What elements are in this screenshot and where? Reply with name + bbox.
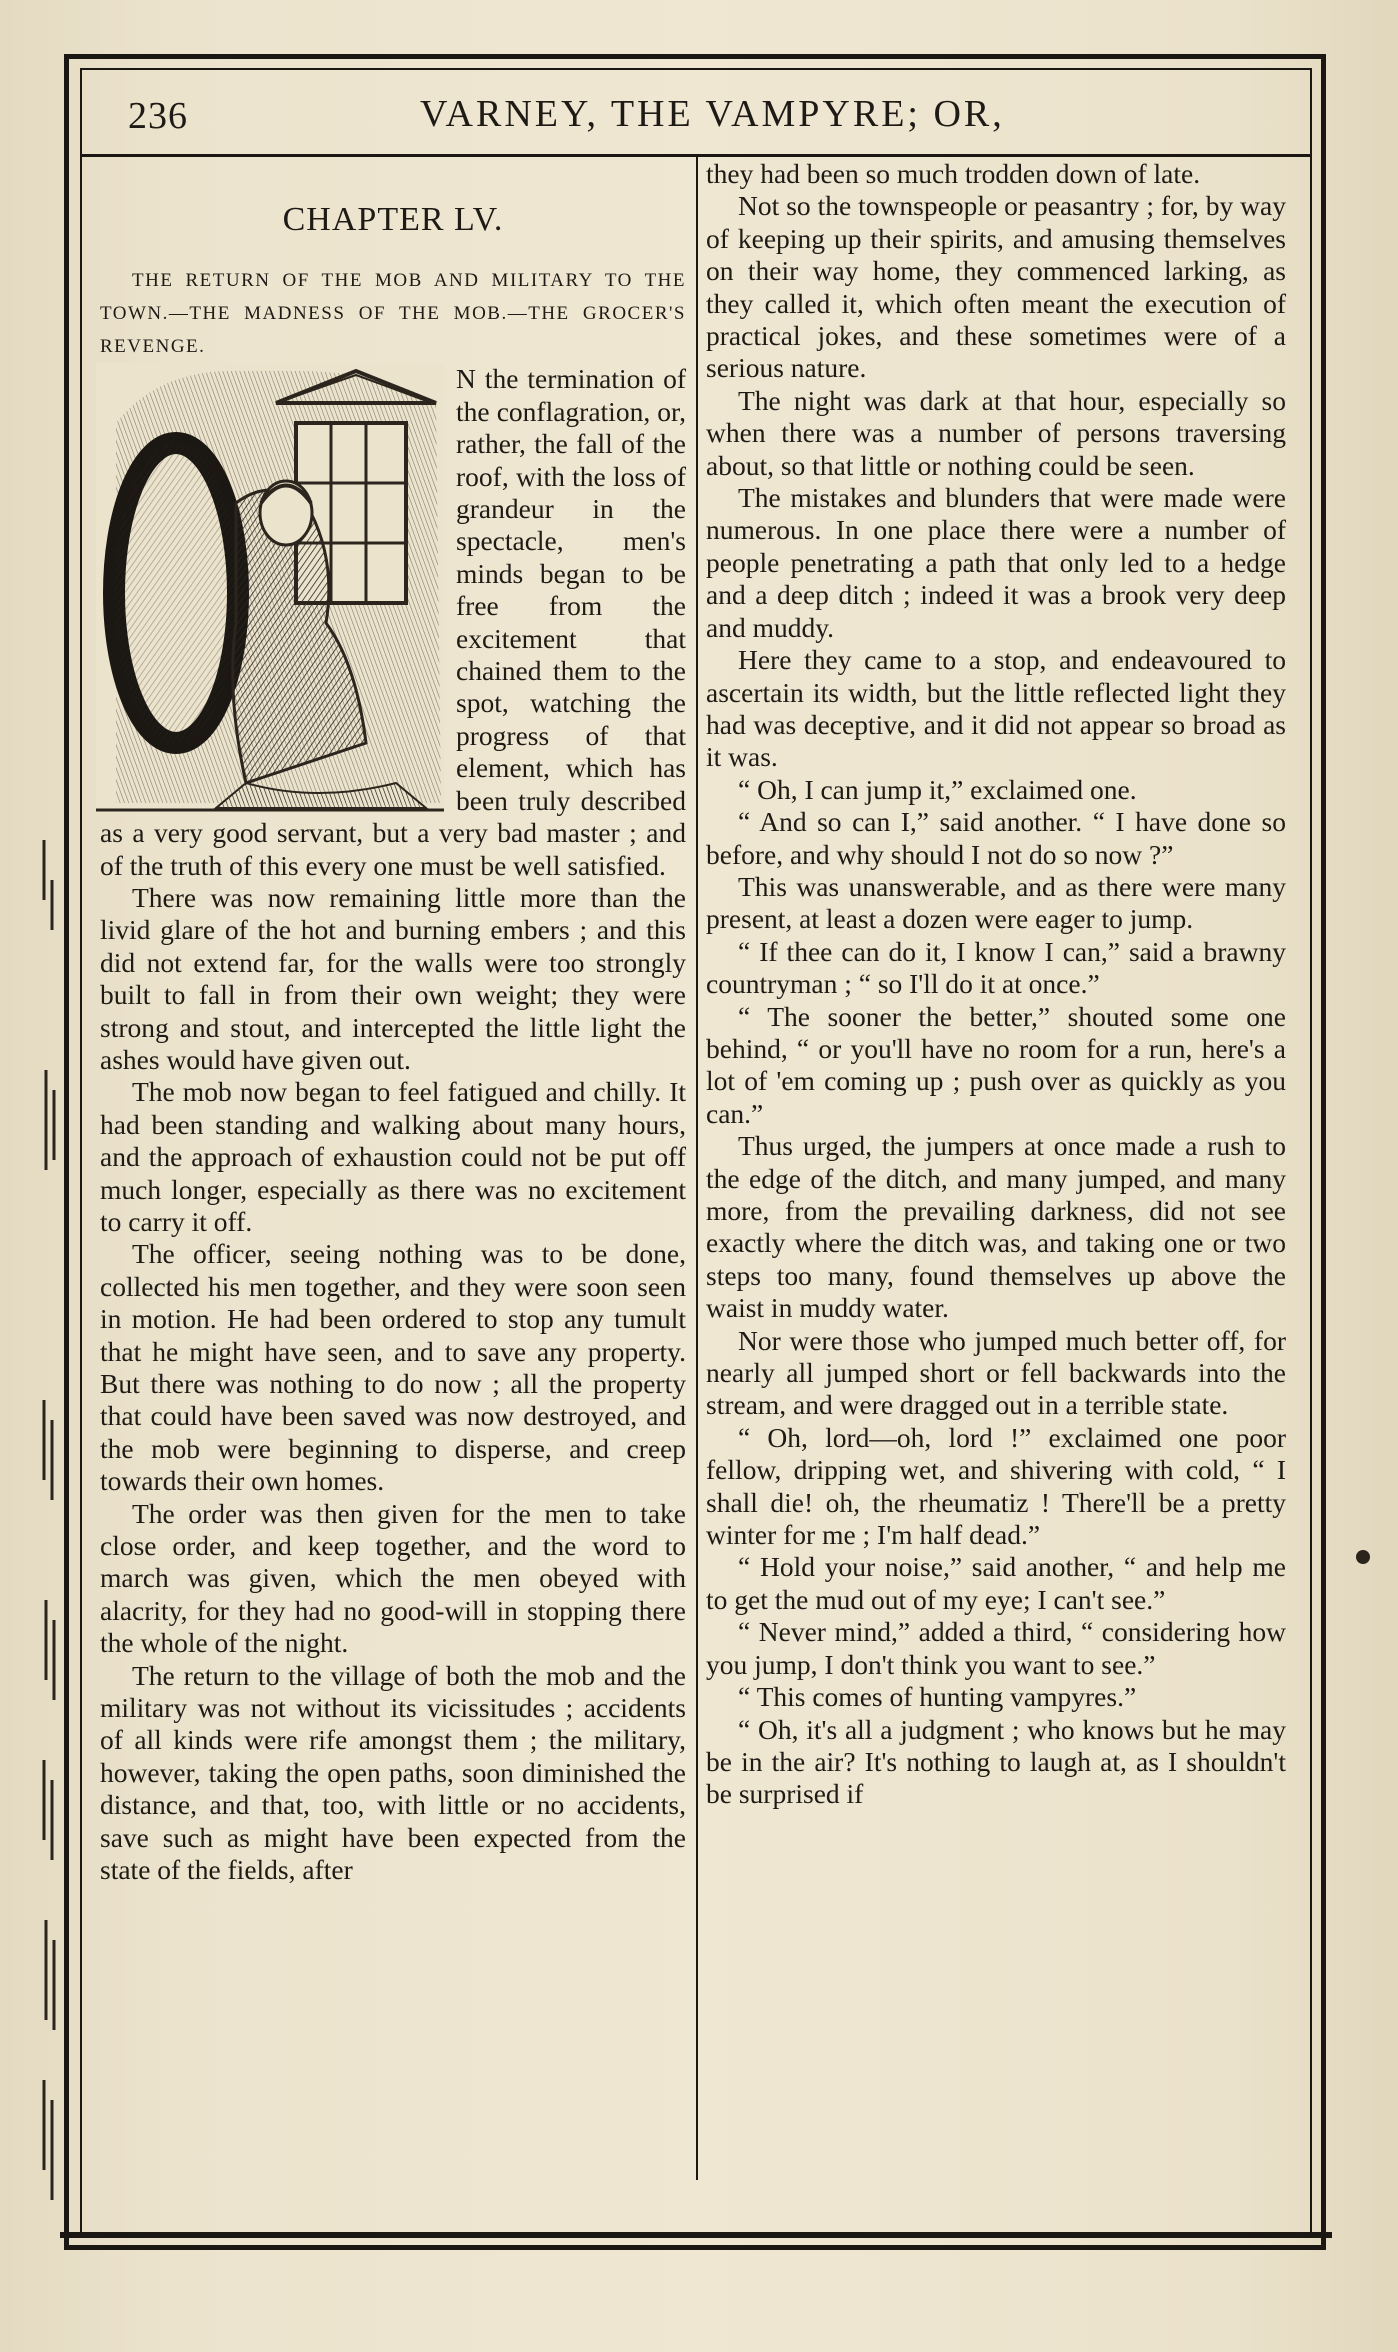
paragraph: Thus urged, the jumpers at once made a rush to the edge of the ditch, and many jumped, and many more, from the prevailing darkness, did not see exactly where the ditch was, and taking one or two steps too many, found themselves up above the waist in muddy water. [706,1130,1286,1324]
paragraph: N the termination of the conflagration, or, rather, the fall of the roof, with the loss of grandeur in the spectacle, men's minds began to be free from the excitement that chained them to the spot, watching the progress of that element, which has been truly described as a very good servant, but a very bad master ; and of the truth of this every one must be well satisfied. [100,363,686,881]
column-divider [696,156,698,2180]
page-number: 236 [128,95,188,137]
bottom-rule [60,2232,1332,2238]
paragraph: The mistakes and blunders that were made were numerous. In one place there were a number of people penetrating a path that only led to a hedge and a deep ditch ; indeed it was a brook very deep and muddy. [706,482,1286,643]
paragraph: “ And so can I,” said another. “ I have done so before, and why should I not do so now ?” [706,806,1286,870]
running-title: VARNEY, THE VAMPYRE; OR, [420,93,1005,135]
paragraph: “ Oh, lord—oh, lord !” exclaimed one poor fellow, dripping wet, and shivering with cold, “ I shall die! oh, the rheumatiz ! There'll be a pretty winter for me ; I'm half dead.” [706,1421,1286,1551]
left-column [100,158,686,1887]
chapter-title: CHAPTER LV. [282,201,504,238]
paragraph: There was now remaining little more than the livid glare of the hot and burning embers ; and this did not extend far, for the walls were too strongly built to fall in from their own weight; they were strong and stout, and intercepted the little light the ashes would have given out. [100,881,686,1075]
paragraph: The order was then given for the men to take close order, and keep together, and the word to march was given, which the men obeyed with alacrity, for they had no good-will in stopping there the whole of the night. [100,1497,686,1659]
woodcut-dropcap-O-icon [96,363,444,813]
paragraph: “ Oh, I can jump it,” exclaimed one. [738,773,1137,805]
chapter-summary: THE RETURN OF THE MOB AND MILITARY TO THE TOWN.—THE MADNESS OF THE MOB.—THE GROCER'S REVENGE. [100,270,686,358]
paragraph: “ If thee can do it, I know I can,” said a brawny countryman ; “ so I'll do it at once.” [706,935,1286,1000]
paragraph: This was unanswerable, and as there were many present, at least a dozen were eager to jump. [706,870,1286,935]
paragraph: “ Hold your noise,” said another, “ and help me to get the mud out of my eye; I can't see.” [706,1551,1286,1615]
paragraph: “ Oh, it's all a judgment ; who knows but he may be in the air? It's nothing to laugh at, as I shouldn't be surprised if [706,1713,1286,1810]
paragraph: “ This comes of hunting vampyres.” [738,1681,1137,1713]
paragraph: they had been so much trodden down of late. [706,158,1201,189]
paragraph: The officer, seeing nothing was to be done, collected his men together, and they were soon seen in motion. He had been ordered to stop any tumult that he might have seen, and to save any property. But there was nothing to do now ; all the property that could have been saved was now destroyed, and the mob were beginning to disperse, and creep towards their own homes. [100,1238,686,1497]
paragraph: Not so the townspeople or peasantry ; for, by way of keeping up their spirits, and amusing themselves on their way home, they commenced larking, as they called it, which often meant the execution of practical jokes, and these sometimes were of a serious nature. [706,190,1286,384]
right-column [706,158,1286,1811]
paragraph: Here they came to a stop, and endeavoured to ascertain its width, but the little reflected light they had was deceptive, and it did not appear so broad as it was. [706,644,1286,773]
paragraph: The mob now began to feel fatigued and chilly. It had been standing and walking about many hours, and the approach of exhaustion could not be put off much longer, especially as there was no excitement to carry it off. [100,1076,686,1237]
paragraph: “ The sooner the better,” shouted some one behind, “ or you'll have no room for a run, here's a lot of 'em coming up ; push over as quickly as you can.” [706,1000,1286,1129]
paragraph: “ Never mind,” added a third, “ considering how you jump, I don't think you want to see.” [706,1616,1286,1680]
paragraph: The night was dark at that hour, especially so when there was a number of persons traversing about, so that little or nothing could be seen. [706,384,1286,481]
paragraph: Nor were those who jumped much better off, for nearly all jumped short or fell backwards into the stream, and were dragged out in a terrible state. [706,1324,1286,1421]
margin-bleed-marks-icon [40,840,64,2220]
margin-dot [1356,1550,1370,1564]
paragraph: The return to the village of both the mob and the military was not without its vicissitudes ; accidents of all kinds were rife amongst them ; the military, however, taking the open paths, soon diminished the distance, and that, too, with little or no accidents, save such as might have been expected from the state of the fields, after [100,1659,686,1886]
